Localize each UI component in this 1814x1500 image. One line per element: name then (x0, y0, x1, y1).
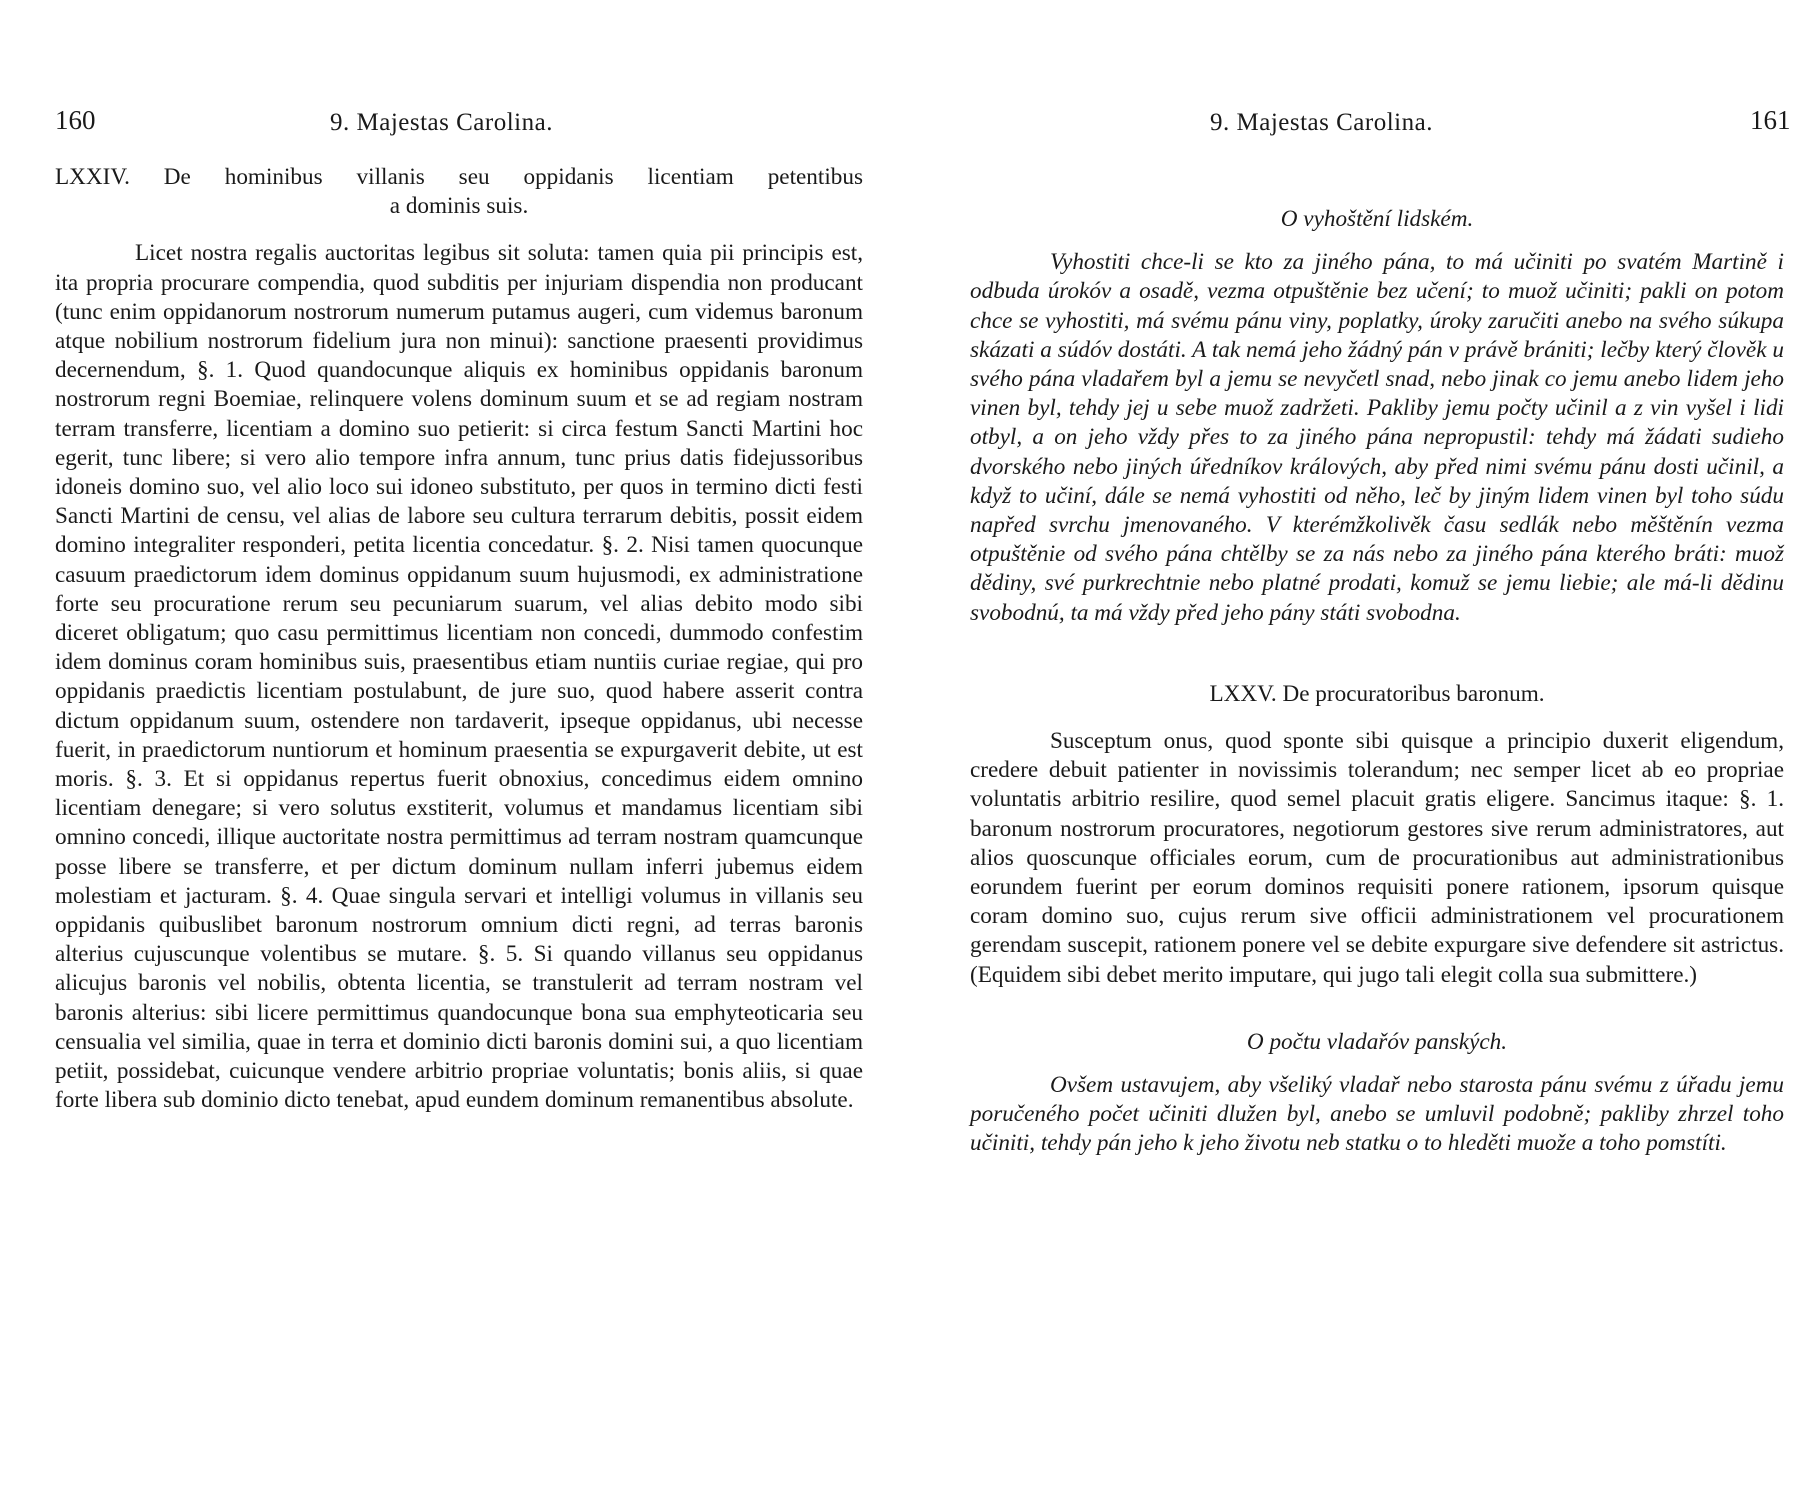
czech-heading-vyhosteni: O vyhoštění lidském. (1280, 206, 1474, 232)
section-heading-lxxiv: LXXIV. De hominibus villanis seu oppidanis licentiam petentibus (55, 164, 863, 190)
czech-heading-poctu: O počtu vladařóv panských. (1246, 1028, 1508, 1055)
left-text-block (55, 163, 863, 1116)
right-text-block (970, 205, 1784, 1159)
left-page-number: 160 (55, 105, 96, 135)
paragraph-vyhosteni: Vyhostiti chce-li se kto za jiného pána, to má učiniti po svatém Martině i odbuda úrokóv a osadě, vezma otpuštěnie bez učení; to muož učiniti; pakli on potom chce se vyhostiti, má svému pánu viny, poplatky, úroky zaručiti anebo na svého súkupa skázati a súdóv dostáti. A tak nemá jeho žádný pán v právě brániti; lečby který člověk u svého pána vladařem byl a jemu se nevyčetl snad, nebo jinak co jemu anebo lidem jeho vinen byl, tehdy jej u sebe muož zadržeti. Pakliby jemu počty učinil a z vin vyšel i lidi otbyl, a on jeho vždy přes to za jiného pána nepropustil: tehdy má žádati sudieho dvorského nebo jiných úředníkov králových, aby před nimi svému pánu dosti učinil, a když to učiní, dále se nemá vyhostiti od něho, leč by jiným lidem vinen byl toho súdu napřed svrchu jmenovaného. V kterémžkolivěk času sedlák nebo měštěnín vezma otpuštěnie od svého pána chtělby se za nás nebo za jiného pána kterého bráti: muož dědiny, své purkrechtnie nebo platné prodati, komuž se jemu liebie; ale má-li dědinu svobodnú, ta má vždy před jeho pány státi svobodna. (970, 249, 1784, 626)
left-page (0, 0, 900, 1500)
right-running-head (970, 105, 1800, 145)
right-page-number: 161 (1750, 105, 1791, 135)
section-heading-lxxiv-cont: a dominis suis. (389, 193, 529, 220)
paragraph-poctu: Ovšem ustavujem, aby všeliký vladař nebo starosta pánu svému z úřadu jemu poručeného počet učiniti dlužen byl, anebo se umluvil podobně; pakliby zhrzel toho učiniti, tehdy pán jeho k jeho životu neb statku o to hleděti muože a toho pomstíti. (970, 1072, 1784, 1157)
paragraph-lxxv: Susceptum onus, quod sponte sibi quisque a principio duxerit eligendum, credere debuit patienter in novissimis tolerandum; nec semper licet ab eo propriae voluntatis arbitrio resilire, quod semel placuit gratis eligere. Sancimus itaque: §. 1. baronum nostrorum procuratores, negotiorum gestores sive rerum administratores, aut alios quoscunque officiales eorum, cum de procurationibus aut administrationibus eorundem fuerint per eorum dominos requisiti ponere rationem, ipsorum quisque coram domino suo, cujus rerum sive officii administrationem vel procurationem gerendam suscepit, rationem ponere vel se debite expurgare sive defendere sit astrictus. (Equidem sibi debet merito imputare, qui jugo tali elegit colla sua submittere.) (970, 728, 1784, 988)
left-running-title: 9. Majestas Carolina. (330, 109, 553, 136)
right-page (930, 0, 1814, 1500)
section-heading-lxxv: LXXV. De procuratoribus baronum. (1209, 680, 1545, 707)
paragraph-lxxiv: Licet nostra regalis auctoritas legibus sit soluta: tamen quia pii principis est, ita propria procurare compendia, quod subditis per injuriam dispendia non producant (tunc enim oppidanorum nostrorum numerum putamus augeri, cum videmus baronum atque nobilium nostrorum fidelium jura non minui): sanctione praesenti providimus decernendum, §. 1. Quod quandocunque aliquis ex hominibus oppidanis baronum nostrorum regni Boemiae, relinquere volens dominum suum et se ad regiam nostram terram transferre, licentiam a domino suo petierit: si circa festum Sancti Martini hoc egerit, tunc libere; si vero alio tempore infra annum, tunc prius datis fidejussoribus idoneis domino suo, vel alio loco sui idoneo substituto, per quos in termino dicti festi Sancti Martini de censu, vel alias de labore seu cultura terrarum debitis, possit eidem domino integraliter responderi, petita licentia concedatur. §. 2. Nisi tamen quocunque casuum praedictorum idem dominus oppidanum suum hujusmodi, ex administratione forte seu procuratione rerum seu pecuniarum suarum, vel alias debito modo sibi diceret obligatum; quo casu permittimus licentiam non concedi, dummodo confestim idem dominus coram hominibus suis, praesentibus etiam nuntiis curiae regiae, qui pro oppidanis praedictis licentiam postulabunt, de jure suo, quod habere asserit contra dictum oppidanum suum, ostendere non tardaverit, ipseque oppidanus, ubi necesse fuerit, in praedictorum nuntiorum et hominum praesentia se expurgaverit debite, ut est moris. §. 3. Et si oppidanus repertus fuerit obnoxius, concedimus eidem omnino licentiam denegare; si vero solutus exstiterit, volumus et mandamus licentiam sibi omnino concedi, illique auctoritate nostra permittimus ad terram nostram quamcunque posse libere se transferre, et per dictum dominum nullam inferri jubemus eidem molestiam et jacturam. §. 4. Quae singula servari et intelligi volumus in villanis seu oppidanis quibuslibet baronum nostrorum omnium dicti regni, ad terras baronis alterius cujuscunque volentibus se mutare. §. 5. Si quando villanus seu oppidanus alicujus baronis vel nobilis, obtenta licentia, se transtulerit ad terram nostram vel baronis alterius: sibi licere permittimus quandocunque bona sua emphyteoticaria seu censualia vel similia, quae in terra et dominio dicti baronis domini sui, a quo licentiam petiit, possidebat, cuicunque vendere arbitrio propriae voluntatis; bonis aliis, si quae forte libera sub dominio dicto tenebat, apud eundem dominum remanentibus absolute. (55, 240, 863, 1114)
right-running-title: 9. Majestas Carolina. (1210, 109, 1433, 136)
left-running-head (55, 105, 855, 145)
